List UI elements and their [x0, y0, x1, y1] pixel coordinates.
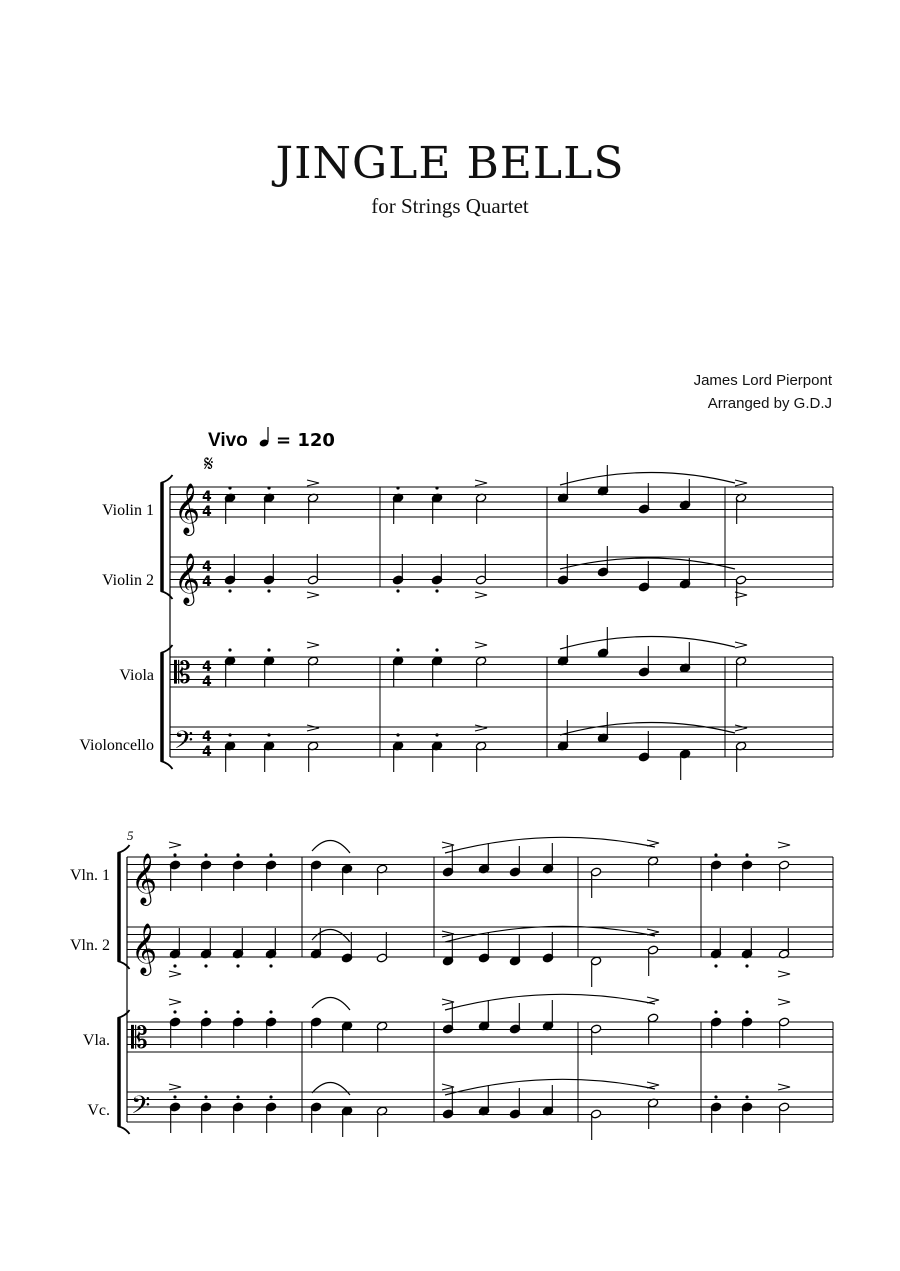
- accent-mark: [778, 999, 790, 1005]
- treble-clef-icon: 𝄞: [174, 553, 201, 604]
- accent-mark: [647, 840, 659, 846]
- accent-mark: [735, 725, 747, 731]
- time-signature-bottom: 4: [202, 744, 212, 760]
- piece-title: JINGLE BELLS: [275, 138, 625, 189]
- accent-mark: [778, 1084, 790, 1090]
- treble-clef-icon: 𝄞: [174, 483, 201, 534]
- staccato-dot: [269, 1095, 272, 1098]
- staccato-dot: [228, 486, 231, 489]
- time-signature-top: 4: [202, 659, 212, 675]
- staccato-dot: [228, 589, 231, 592]
- staccato-dot: [267, 733, 270, 736]
- staccato-dot: [267, 589, 270, 592]
- alto-clef-icon: 𝄡: [131, 1021, 148, 1056]
- time-signature-bottom: 4: [202, 504, 212, 520]
- staccato-dot: [269, 964, 272, 967]
- time-signature-top: 4: [202, 729, 212, 745]
- staff-lines: [118, 465, 834, 1140]
- tempo-bpm: = 120: [276, 430, 335, 451]
- accent-mark: [475, 725, 487, 731]
- staccato-dot: [745, 853, 748, 856]
- accent-mark: [735, 480, 747, 486]
- bracket-hook: [161, 645, 173, 653]
- accent-mark: [307, 725, 319, 731]
- bass-clef-icon: 𝄢: [131, 1091, 151, 1126]
- bracket-hook: [118, 845, 130, 853]
- staccato-dot: [173, 964, 176, 967]
- bracket-hook: [118, 1010, 130, 1018]
- staccato-dot: [435, 486, 438, 489]
- accent-mark: [169, 1084, 181, 1090]
- slur: [312, 929, 350, 942]
- staccato-dot: [714, 853, 717, 856]
- staccato-dot: [714, 964, 717, 967]
- staccato-dot: [269, 1010, 272, 1013]
- staccato-dot: [204, 1010, 207, 1013]
- staccato-dot: [236, 1095, 239, 1098]
- accent-mark: [307, 642, 319, 648]
- staccato-dot: [236, 853, 239, 856]
- tempo-note-icon: [259, 427, 270, 448]
- staccato-dot: [267, 486, 270, 489]
- alto-clef-icon: 𝄡: [174, 656, 191, 691]
- staccato-dot: [236, 1010, 239, 1013]
- accent-mark: [169, 971, 181, 977]
- staccato-dot: [745, 964, 748, 967]
- bracket-hook: [118, 1126, 130, 1134]
- bracket-hook: [161, 475, 173, 483]
- staccato-dot: [269, 853, 272, 856]
- slur: [560, 722, 735, 735]
- treble-clef-icon: 𝄞: [131, 923, 158, 974]
- slur: [312, 997, 350, 1010]
- staccato-dot: [204, 853, 207, 856]
- slur: [560, 636, 735, 649]
- time-signature-bottom: 4: [202, 674, 212, 690]
- time-signature-bottom: 4: [202, 574, 212, 590]
- accent-mark: [778, 842, 790, 848]
- accent-mark: [647, 1082, 659, 1088]
- accent-mark: [647, 997, 659, 1003]
- accent-mark: [169, 842, 181, 848]
- accent-mark: [475, 480, 487, 486]
- slur: [312, 1082, 350, 1095]
- staccato-dot: [435, 589, 438, 592]
- arranger-credit: Arranged by G.D.J: [707, 395, 832, 412]
- tempo-marking: Vivo: [208, 430, 248, 451]
- bracket-hook: [118, 961, 130, 969]
- slur: [312, 840, 350, 853]
- staccato-dot: [745, 1095, 748, 1098]
- staccato-dot: [204, 1095, 207, 1098]
- staccato-dot: [396, 486, 399, 489]
- instrument-label-violin2: Violin 2: [102, 572, 154, 589]
- slur: [560, 558, 735, 569]
- accent-mark: [307, 592, 319, 598]
- time-signature-top: 4: [202, 489, 212, 505]
- instrument-label-violin2-short: Vln. 2: [70, 937, 110, 954]
- accent-mark: [475, 592, 487, 598]
- slur: [560, 472, 735, 485]
- instrument-label-cello-short: Vc.: [87, 1102, 110, 1119]
- slur: [445, 994, 655, 1010]
- staccato-dot: [228, 733, 231, 736]
- staccato-dot: [173, 1095, 176, 1098]
- staccato-dot: [228, 648, 231, 651]
- instrument-label-cello: Violoncello: [79, 737, 154, 754]
- bracket-hook: [161, 591, 173, 599]
- staccato-dot: [745, 1010, 748, 1013]
- measure-number: 5: [127, 828, 134, 843]
- staccato-dot: [173, 853, 176, 856]
- staccato-dot: [435, 648, 438, 651]
- accent-mark: [169, 999, 181, 1005]
- bracket-hook: [161, 761, 173, 769]
- staccato-dot: [204, 964, 207, 967]
- instrument-label-violin1-short: Vln. 1: [70, 867, 110, 884]
- slur: [445, 1079, 655, 1095]
- staccato-dot: [236, 964, 239, 967]
- accent-mark: [475, 642, 487, 648]
- accent-mark: [778, 971, 790, 977]
- staccato-dot: [396, 733, 399, 736]
- time-signature-top: 4: [202, 559, 212, 575]
- staccato-dot: [714, 1010, 717, 1013]
- slur: [445, 837, 655, 853]
- bass-clef-icon: 𝄢: [174, 726, 194, 761]
- staccato-dot: [435, 733, 438, 736]
- staccato-dot: [714, 1095, 717, 1098]
- piece-subtitle: for Strings Quartet: [371, 194, 529, 218]
- staccato-dot: [396, 648, 399, 651]
- composer-credit: James Lord Pierpont: [693, 372, 832, 389]
- segno-icon: 𝄋: [204, 452, 214, 477]
- accent-mark: [307, 480, 319, 486]
- staccato-dot: [267, 648, 270, 651]
- treble-clef-icon: 𝄞: [131, 853, 158, 904]
- instrument-label-violin1: Violin 1: [102, 502, 154, 519]
- staccato-dot: [173, 1010, 176, 1013]
- staccato-dot: [396, 589, 399, 592]
- instrument-label-viola-short: Vla.: [82, 1032, 110, 1049]
- instrument-label-viola: Viola: [119, 667, 154, 684]
- accent-mark: [735, 642, 747, 648]
